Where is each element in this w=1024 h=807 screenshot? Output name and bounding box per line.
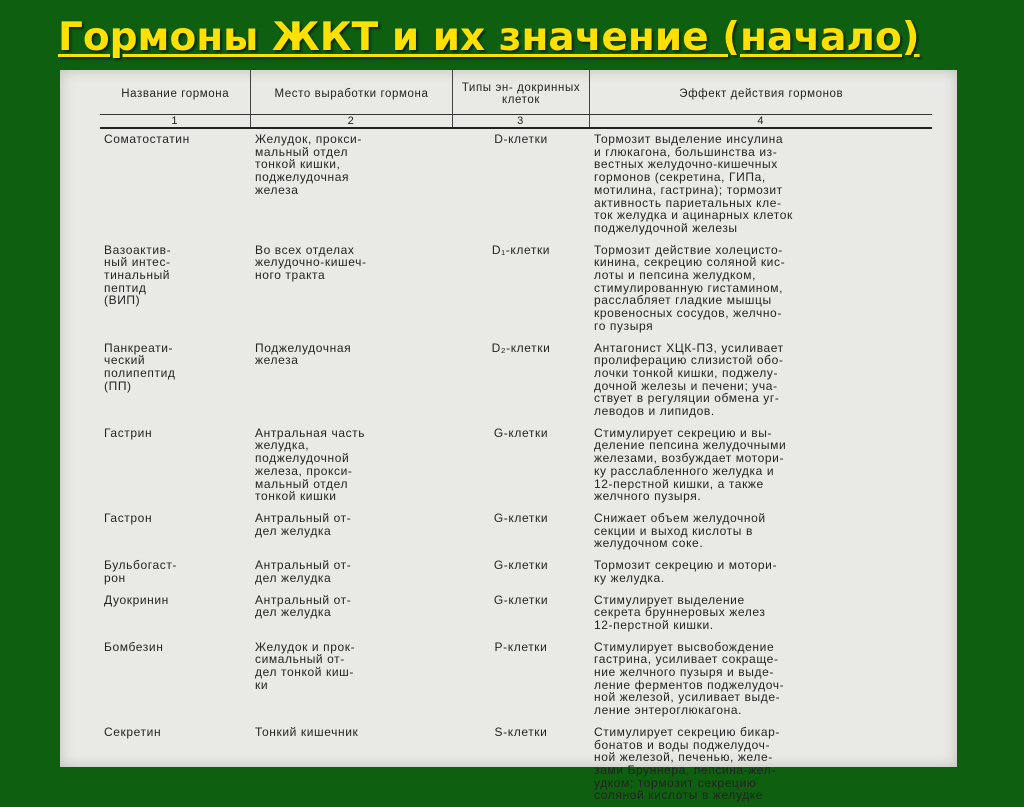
header-effect: Эффект действия гормонов bbox=[589, 70, 932, 115]
effect-cell bbox=[589, 128, 932, 240]
text-line: мотилина, гастрина); тормозит bbox=[594, 182, 783, 197]
text-line: Желудок и прок- bbox=[255, 639, 356, 654]
text-line: ческий bbox=[104, 353, 146, 368]
text-line: рон bbox=[104, 570, 126, 585]
cell-type-cell bbox=[452, 722, 589, 807]
text-line: Снижает объем желудочной bbox=[594, 510, 766, 525]
hormone-name-cell bbox=[100, 240, 250, 338]
cell-type-cell bbox=[452, 590, 589, 637]
text-line: Тормозит действие холецисто- bbox=[594, 242, 783, 257]
hormone-name-cell bbox=[100, 637, 250, 722]
text-line: Во всех отделах bbox=[255, 242, 355, 257]
text-line: Стимулирует выделение bbox=[594, 592, 745, 607]
slide-title: Гормоны ЖКТ и их значение (начало) bbox=[58, 15, 920, 60]
text-line: тонкой кишки, bbox=[255, 157, 341, 172]
text-line: секрета бруннеровых желез bbox=[594, 605, 766, 620]
production-site-cell bbox=[250, 590, 452, 637]
column-number: 1 bbox=[100, 115, 250, 129]
text-line: тонкой кишки bbox=[255, 489, 337, 504]
text-line: ной железой, печенью, желе- bbox=[594, 750, 773, 765]
text-line: ный интес- bbox=[104, 255, 171, 270]
text-line: Вазоактив- bbox=[104, 242, 172, 257]
production-site-cell bbox=[250, 128, 452, 240]
text-line: желудочном соке. bbox=[594, 536, 704, 551]
text-line: Дуокринин bbox=[104, 592, 169, 607]
text-line: P-клетки bbox=[494, 639, 548, 654]
text-line: железа, прокси- bbox=[255, 463, 353, 478]
text-line: дел желудка bbox=[255, 570, 332, 585]
text-line: ние желчного пузыря и выде- bbox=[594, 665, 774, 680]
text-line: и глюкагона, большинства из- bbox=[594, 144, 778, 159]
text-line: S-клетки bbox=[494, 724, 548, 739]
text-line: леводов и липидов. bbox=[594, 404, 715, 419]
text-line: Стимулирует секрецию и вы- bbox=[594, 425, 773, 440]
text-line: Тонкий кишечник bbox=[255, 724, 359, 739]
text-line: D₁-клетки bbox=[491, 242, 551, 257]
text-line: G-клетки bbox=[493, 592, 549, 607]
cell-type-cell bbox=[452, 240, 589, 338]
text-line: ного тракта bbox=[255, 268, 326, 283]
cell-type-cell bbox=[452, 423, 589, 508]
text-line: симальный от- bbox=[255, 652, 345, 667]
text-line: полипептид bbox=[104, 365, 176, 380]
text-line: поджелудочной bbox=[255, 451, 350, 466]
text-line: деление пепсина желудочными bbox=[594, 438, 787, 453]
hormone-name-cell bbox=[100, 338, 250, 423]
text-line: Поджелудочная bbox=[255, 340, 352, 355]
text-line: (ПП) bbox=[104, 378, 132, 393]
text-line: G-клетки bbox=[493, 558, 549, 573]
text-line: D-клетки bbox=[494, 132, 548, 146]
text-line: секции и выход кислоты в bbox=[594, 523, 753, 538]
hormone-name-cell bbox=[100, 128, 250, 240]
text-line: бонатов и воды поджелудоч- bbox=[594, 737, 771, 752]
text-line: расслабляет гладкие мышцы bbox=[594, 293, 772, 308]
header-cell-types: Типы эн- докринных клеток bbox=[452, 70, 589, 115]
text-line: ку желудка. bbox=[594, 570, 665, 585]
effect-cell bbox=[589, 508, 932, 555]
column-number: 4 bbox=[589, 115, 932, 129]
text-line: желудка, bbox=[255, 438, 310, 453]
cell-type-cell bbox=[452, 637, 589, 722]
production-site-cell bbox=[250, 240, 452, 338]
text-line: железа bbox=[255, 353, 299, 368]
text-line: кинина, секрецию соляной кис- bbox=[594, 255, 786, 270]
column-number-row bbox=[100, 115, 932, 129]
text-line: Желудок, прокси- bbox=[255, 132, 362, 146]
text-line: вестных желудочно-кишечных bbox=[594, 157, 778, 172]
table-row bbox=[100, 338, 932, 423]
cell-type-cell bbox=[452, 338, 589, 423]
text-line: железами, возбуждает мотори- bbox=[594, 451, 785, 466]
text-line: лоты и пепсина желудком, bbox=[594, 268, 756, 283]
effect-cell bbox=[589, 338, 932, 423]
table-row bbox=[100, 555, 932, 589]
text-line: соляной кислоты в желудке bbox=[594, 788, 764, 803]
effect-cell bbox=[589, 722, 932, 807]
production-site-cell bbox=[250, 722, 452, 807]
cell-type-cell bbox=[452, 128, 589, 240]
table-row bbox=[100, 423, 932, 508]
text-line: ки bbox=[255, 677, 269, 692]
text-line: поджелудочной железы bbox=[594, 220, 738, 235]
text-line: зами Бруннера, пепсина-жел- bbox=[594, 762, 776, 777]
scanned-table-image bbox=[60, 70, 957, 803]
hormone-name-cell bbox=[100, 423, 250, 508]
production-site-cell bbox=[250, 423, 452, 508]
text-line: Тормозит выделение инсулина bbox=[594, 132, 784, 146]
text-line: пролиферацию слизистой обо- bbox=[594, 353, 784, 368]
text-line: Антральный от- bbox=[255, 558, 352, 573]
text-line: дел желудка bbox=[255, 523, 332, 538]
text-line: G-клетки bbox=[493, 510, 549, 525]
text-line: (ВИП) bbox=[104, 293, 141, 308]
text-line: пептид bbox=[104, 280, 147, 295]
text-line: го пузыря bbox=[594, 318, 654, 333]
text-line: Бульбогаст- bbox=[104, 558, 178, 573]
text-line: мальный отдел bbox=[255, 476, 349, 491]
production-site-cell bbox=[250, 338, 452, 423]
text-line: Антагонист ХЦК-ПЗ, усиливает bbox=[594, 340, 784, 355]
text-line: Гастрон bbox=[104, 510, 153, 525]
text-line: Панкреати- bbox=[104, 340, 174, 355]
text-line: гастрина, усиливает сокраще- bbox=[594, 652, 779, 667]
text-line: дел желудка bbox=[255, 605, 332, 620]
hormone-name-cell bbox=[100, 508, 250, 555]
effect-cell bbox=[589, 423, 932, 508]
cell-type-cell bbox=[452, 508, 589, 555]
table-row bbox=[100, 508, 932, 555]
column-number: 2 bbox=[250, 115, 452, 129]
hormone-name-cell bbox=[100, 722, 250, 807]
cell-type-cell bbox=[452, 555, 589, 589]
text-line: Секретин bbox=[104, 724, 162, 739]
text-line: Антральный от- bbox=[255, 592, 352, 607]
text-line: дочной железы и печени; уча- bbox=[594, 378, 778, 393]
text-line: ток желудка и ацинарных клеток bbox=[594, 208, 793, 223]
hormone-table bbox=[100, 70, 932, 807]
text-line: Бомбезин bbox=[104, 639, 164, 654]
text-line: гормонов (секретина, ГИПа, bbox=[594, 170, 766, 185]
text-line: стимулированную гистамином, bbox=[594, 280, 784, 295]
production-site-cell bbox=[250, 508, 452, 555]
table-row bbox=[100, 240, 932, 338]
text-line: кровеносных сосудов, желчно- bbox=[594, 306, 782, 321]
text-line: ку расслабленного желудка и bbox=[594, 463, 775, 478]
text-line: Тормозит секрецию и мотори- bbox=[594, 558, 778, 573]
production-site-cell bbox=[250, 555, 452, 589]
effect-cell bbox=[589, 637, 932, 722]
effect-cell bbox=[589, 240, 932, 338]
text-line: желчного пузыря. bbox=[594, 489, 702, 504]
text-line: желудочно-кишеч- bbox=[255, 255, 367, 270]
header-row bbox=[100, 70, 932, 115]
text-line: 12-перстной кишки, а также bbox=[594, 476, 764, 491]
text-line: тинальный bbox=[104, 268, 171, 283]
text-line: 12-перстной кишки. bbox=[594, 617, 714, 632]
text-line: удком; тормозит секрецию bbox=[594, 775, 757, 790]
table-row bbox=[100, 637, 932, 722]
hormone-name-cell bbox=[100, 555, 250, 589]
header-production-site: Место выработки гормона bbox=[250, 70, 452, 115]
table-row bbox=[100, 590, 932, 637]
text-line: поджелудочная bbox=[255, 170, 350, 185]
table-body bbox=[100, 128, 932, 807]
text-line: D₂-клетки bbox=[491, 340, 551, 355]
effect-cell bbox=[589, 555, 932, 589]
text-line: железа bbox=[255, 182, 299, 197]
text-line: ствует в регуляции обмена уг- bbox=[594, 391, 780, 406]
text-line: Стимулирует высвобождение bbox=[594, 639, 775, 654]
text-line: Стимулирует секрецию бикар- bbox=[594, 724, 781, 739]
text-line: дел тонкой киш- bbox=[255, 665, 354, 680]
header-hormone-name: Название гормона bbox=[100, 70, 250, 115]
column-number: 3 bbox=[452, 115, 589, 129]
text-line: мальный отдел bbox=[255, 144, 349, 159]
text-line: Антральная часть bbox=[255, 425, 366, 440]
text-line: ление ферментов поджелудоч- bbox=[594, 677, 785, 692]
text-line: лочки тонкой кишки, поджелу- bbox=[594, 365, 779, 380]
text-line: ной железой, усиливает выде- bbox=[594, 690, 781, 705]
text-line: Гастрин bbox=[104, 425, 153, 440]
text-line: активность париетальных кле- bbox=[594, 195, 782, 210]
text-line: Соматостатин bbox=[104, 132, 190, 146]
table-row bbox=[100, 128, 932, 240]
production-site-cell bbox=[250, 637, 452, 722]
text-line: G-клетки bbox=[493, 425, 549, 440]
hormone-name-cell bbox=[100, 590, 250, 637]
text-line: Антральный от- bbox=[255, 510, 352, 525]
text-line: ление энтероглюкагона. bbox=[594, 703, 743, 718]
table-row bbox=[100, 722, 932, 807]
effect-cell bbox=[589, 590, 932, 637]
